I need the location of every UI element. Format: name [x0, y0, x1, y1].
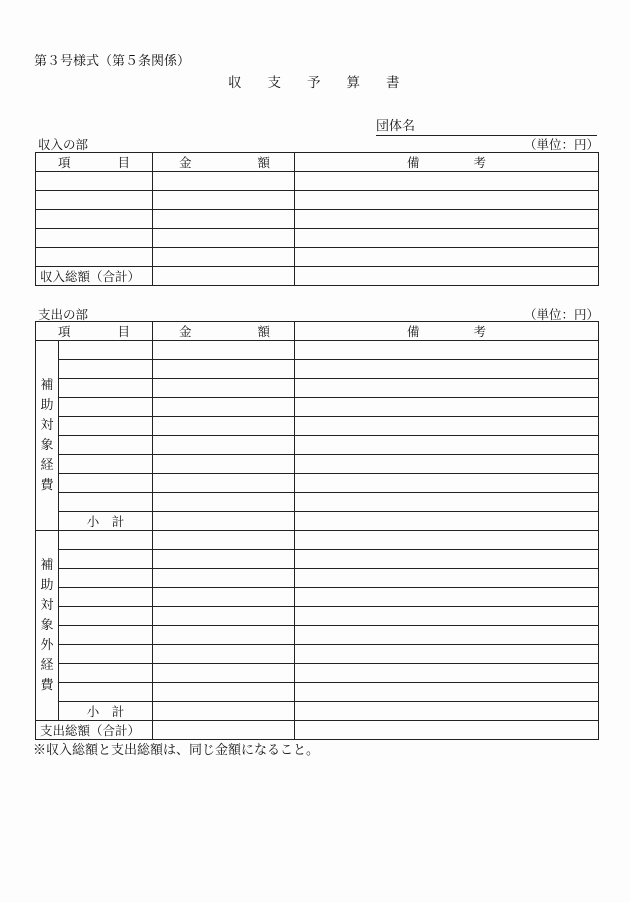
item-cell[interactable] [36, 172, 153, 191]
header-amount: 金 額 [153, 153, 295, 172]
table-row [36, 379, 599, 398]
table-row [36, 588, 599, 607]
income-total-row [36, 267, 599, 286]
amount-cell[interactable] [153, 436, 295, 455]
expense-total-label: 支出総額（合計） [36, 721, 153, 740]
item-cell[interactable] [59, 626, 153, 645]
item-cell[interactable] [59, 645, 153, 664]
subsidized-expense-label: 補 助 対 象 経 費 [36, 341, 59, 531]
subtotal-amount[interactable] [153, 702, 295, 721]
table-row [36, 436, 599, 455]
income-unit-label: （単位：円） [524, 137, 600, 152]
table-row [36, 341, 599, 360]
item-cell[interactable] [59, 398, 153, 417]
remarks-cell[interactable] [295, 341, 599, 360]
item-cell[interactable] [59, 588, 153, 607]
income-table [35, 152, 599, 286]
remarks-cell[interactable] [295, 683, 599, 702]
amount-cell[interactable] [153, 474, 295, 493]
item-cell[interactable] [59, 683, 153, 702]
remarks-cell[interactable] [295, 172, 599, 191]
amount-cell[interactable] [153, 626, 295, 645]
income-total-remarks[interactable] [295, 267, 599, 286]
remarks-cell[interactable] [295, 626, 599, 645]
header-item: 項 目 [36, 153, 153, 172]
amount-cell[interactable] [153, 341, 295, 360]
table-row [36, 210, 599, 229]
title-char: 予 [307, 75, 321, 91]
non-subsidized-expense-label: 補 助 対 象 外 経 費 [36, 531, 59, 721]
table-row [36, 569, 599, 588]
amount-cell[interactable] [153, 664, 295, 683]
title-char: 支 [267, 75, 281, 91]
amount-cell[interactable] [153, 172, 295, 191]
subtotal-row [36, 512, 599, 531]
document-title [228, 71, 400, 91]
subtotal-remarks[interactable] [295, 512, 599, 531]
expense-unit-label: （単位：円） [524, 307, 600, 322]
title-char: 算 [346, 75, 360, 91]
organization-name-label: 団体名 [376, 119, 416, 134]
table-row [36, 493, 599, 512]
remarks-cell[interactable] [295, 229, 599, 248]
remarks-cell[interactable] [295, 607, 599, 626]
remarks-cell[interactable] [295, 531, 599, 550]
remarks-cell[interactable] [295, 569, 599, 588]
expense-total-amount[interactable] [153, 721, 295, 740]
amount-cell[interactable] [153, 645, 295, 664]
item-cell[interactable] [36, 229, 153, 248]
amount-cell[interactable] [153, 398, 295, 417]
amount-cell[interactable] [153, 191, 295, 210]
remarks-cell[interactable] [295, 645, 599, 664]
remarks-cell[interactable] [295, 588, 599, 607]
amount-cell[interactable] [153, 455, 295, 474]
amount-cell[interactable] [153, 531, 295, 550]
remarks-cell[interactable] [295, 210, 599, 229]
table-row [36, 607, 599, 626]
table-row [36, 172, 599, 191]
table-row [36, 229, 599, 248]
amount-cell[interactable] [153, 569, 295, 588]
table-row [36, 683, 599, 702]
amount-cell[interactable] [153, 607, 295, 626]
expense-section-title: 支出の部 [38, 307, 89, 322]
table-row [36, 664, 599, 683]
table-row [36, 455, 599, 474]
item-cell[interactable] [36, 191, 153, 210]
remarks-cell[interactable] [295, 455, 599, 474]
item-cell[interactable] [59, 341, 153, 360]
expense-total-remarks[interactable] [295, 721, 599, 740]
item-cell[interactable] [59, 550, 153, 569]
amount-cell[interactable] [153, 683, 295, 702]
amount-cell[interactable] [153, 229, 295, 248]
amount-cell[interactable] [153, 210, 295, 229]
item-cell[interactable] [59, 455, 153, 474]
table-row [36, 360, 599, 379]
amount-cell[interactable] [153, 379, 295, 398]
item-cell[interactable] [59, 664, 153, 683]
item-cell[interactable] [59, 360, 153, 379]
amount-cell[interactable] [153, 493, 295, 512]
subtotal-amount[interactable] [153, 512, 295, 531]
amount-cell[interactable] [153, 588, 295, 607]
remarks-cell[interactable] [295, 664, 599, 683]
income-total-label: 収入総額（合計） [36, 267, 153, 286]
table-row [36, 626, 599, 645]
item-cell[interactable] [59, 379, 153, 398]
remarks-cell[interactable] [295, 436, 599, 455]
expense-table [35, 321, 599, 740]
header-amount: 金 額 [153, 322, 295, 341]
header-item: 項 目 [36, 322, 153, 341]
amount-cell[interactable] [153, 550, 295, 569]
remarks-cell[interactable] [295, 398, 599, 417]
remarks-cell[interactable] [295, 360, 599, 379]
remarks-cell[interactable] [295, 417, 599, 436]
remarks-cell[interactable] [295, 493, 599, 512]
item-cell[interactable] [36, 210, 153, 229]
header-remarks: 備 考 [295, 322, 599, 341]
remarks-cell[interactable] [295, 550, 599, 569]
income-total-amount[interactable] [153, 267, 295, 286]
table-row [36, 645, 599, 664]
income-section-title: 収入の部 [38, 137, 89, 152]
table-row [36, 248, 599, 267]
item-cell[interactable] [59, 436, 153, 455]
table-row [36, 474, 599, 493]
form-number: 第３号様式（第５条関係） [34, 54, 191, 69]
item-cell[interactable] [59, 493, 153, 512]
remarks-cell[interactable] [295, 191, 599, 210]
remarks-cell[interactable] [295, 248, 599, 267]
item-cell[interactable] [59, 417, 153, 436]
remarks-cell[interactable] [295, 379, 599, 398]
subtotal-remarks[interactable] [295, 702, 599, 721]
table-row [36, 550, 599, 569]
table-row [36, 417, 599, 436]
title-char: 収 [228, 75, 242, 91]
item-cell[interactable] [59, 474, 153, 493]
item-cell[interactable] [59, 607, 153, 626]
subtotal-label: 小 計 [59, 512, 153, 531]
organization-name-field[interactable] [376, 115, 597, 136]
title-char: 書 [386, 75, 400, 91]
header-remarks: 備 考 [295, 153, 599, 172]
table-row [36, 531, 599, 550]
expense-total-row [36, 721, 599, 740]
remarks-cell[interactable] [295, 474, 599, 493]
item-cell[interactable] [59, 531, 153, 550]
item-cell[interactable] [59, 569, 153, 588]
footnote: ※収入総額と支出総額は、同じ金額になること。 [33, 743, 320, 758]
subtotal-label: 小 計 [59, 702, 153, 721]
table-row [36, 191, 599, 210]
amount-cell[interactable] [153, 417, 295, 436]
table-row [36, 398, 599, 417]
amount-cell[interactable] [153, 248, 295, 267]
item-cell[interactable] [36, 248, 153, 267]
subtotal-row [36, 702, 599, 721]
amount-cell[interactable] [153, 360, 295, 379]
